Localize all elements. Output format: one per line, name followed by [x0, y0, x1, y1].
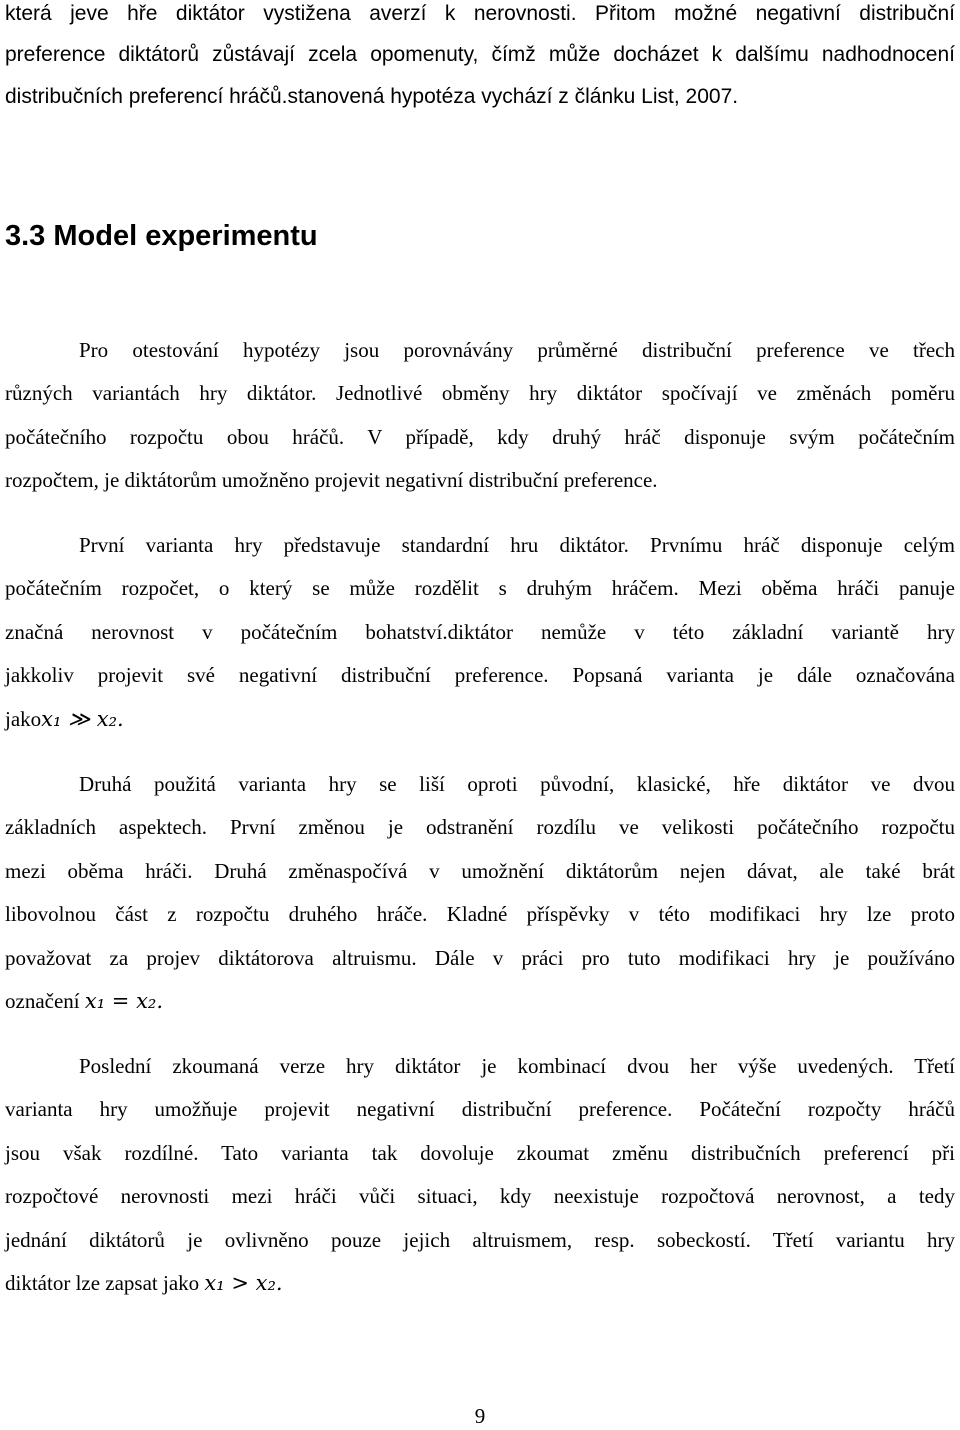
p1-line-1: Pro otestování hypotézy jsou porovnávány průměrné distribuční preference ve třech: [79, 338, 955, 362]
p2-line-5: [5, 705, 124, 733]
p2-line-3: značná nerovnost v počátečním bohatství.diktátor nemůže v této základní variantě hry: [5, 620, 955, 644]
p3-line-4: libovolnou část z rozpočtu druhého hráče. Kladné příspěvky v této modifikaci hry lze proto: [5, 902, 955, 926]
p4-line-6-text: diktátor lze zapsat jako: [5, 1271, 200, 1295]
p4-line-4: rozpočtové nerovnosti mezi hráči vůči situaci, kdy neexistuje rozpočtová nerovnost, a tedy: [5, 1184, 955, 1208]
p3-line-6: [5, 987, 163, 1015]
p4-line-6: [5, 1269, 283, 1297]
p4-line-2: varianta hry umožňuje projevit negativní distribuční preference. Počáteční rozpočty hráčů: [5, 1097, 955, 1121]
p1-line-3: počátečního rozpočtu obou hráčů. V případě, kdy druhý hráč disponuje svým počátečním: [5, 425, 955, 449]
p3-line-6-text: označení: [5, 989, 80, 1013]
p3-line-1: Druhá použitá varianta hry se liší oproti původní, klasické, hře diktátor ve dvou: [79, 772, 955, 796]
p3-line-5: považovat za projev diktátorova altruismu. Dále v práci pro tuto modifikaci hry je používáno: [5, 946, 955, 970]
intro-line-1: která jeve hře diktátor vystižena averzí k nerovnosti. Přitom možné negativní distribuční: [5, 2, 955, 25]
p2-line-4: jakkoliv projevit své negativní distribuční preference. Popsaná varianta je dále označována: [5, 663, 955, 687]
section-heading: 3.3 Model experimentu: [5, 220, 318, 252]
p2-line-1: První varianta hry představuje standardní hru diktátor. Prvnímu hráč disponuje celým: [79, 533, 955, 557]
p1-line-2: různých variantách hry diktátor. Jednotlivé obměny hry diktátor spočívají ve změnách poměru: [5, 381, 955, 405]
p2-line-5-text: jako: [5, 707, 42, 731]
formula-x1-much-greater-x2: x₁ ≫ x₂.: [41, 707, 124, 731]
p4-line-5: jednání diktátorů je ovlivněno pouze jejich altruismem, resp. sobeckostí. Třetí variantu hry: [5, 1228, 955, 1252]
intro-line-3: distribučních preferencí hráčů.stanovená hypotéza vychází z článku List, 2007.: [5, 85, 739, 108]
p3-line-2: základních aspektech. První změnou je odstranění rozdílu ve velikosti počátečního rozpočtu: [5, 815, 955, 839]
p4-line-3: jsou však rozdílné. Tato varianta tak dovoluje zkoumat změnu distribučních preferencí při: [5, 1141, 955, 1165]
p4-line-1: Poslední zkoumaná verze hry diktátor je kombinací dvou her výše uvedených. Třetí: [79, 1054, 955, 1078]
page-number: 9: [474, 1404, 486, 1428]
intro-line-2: preference diktátorů zůstávají zcela opomenuty, čímž může docházet k dalšímu nadhodnocení: [5, 43, 955, 66]
formula-x1-equals-x2: x₁ = x₂.: [84, 989, 164, 1013]
p1-line-4: rozpočtem, je diktátorům umožněno projevit negativní distribuční preference.: [5, 468, 658, 492]
p3-line-3: mezi oběma hráči. Druhá změnaspočívá v umožnění diktátorům nejen dávat, ale také brát: [5, 859, 955, 883]
p2-line-2: počátečním rozpočet, o který se může rozdělit s druhým hráčem. Mezi oběma hráči panuje: [5, 576, 955, 600]
formula-x1-greater-x2: x₁ > x₂.: [204, 1271, 283, 1295]
